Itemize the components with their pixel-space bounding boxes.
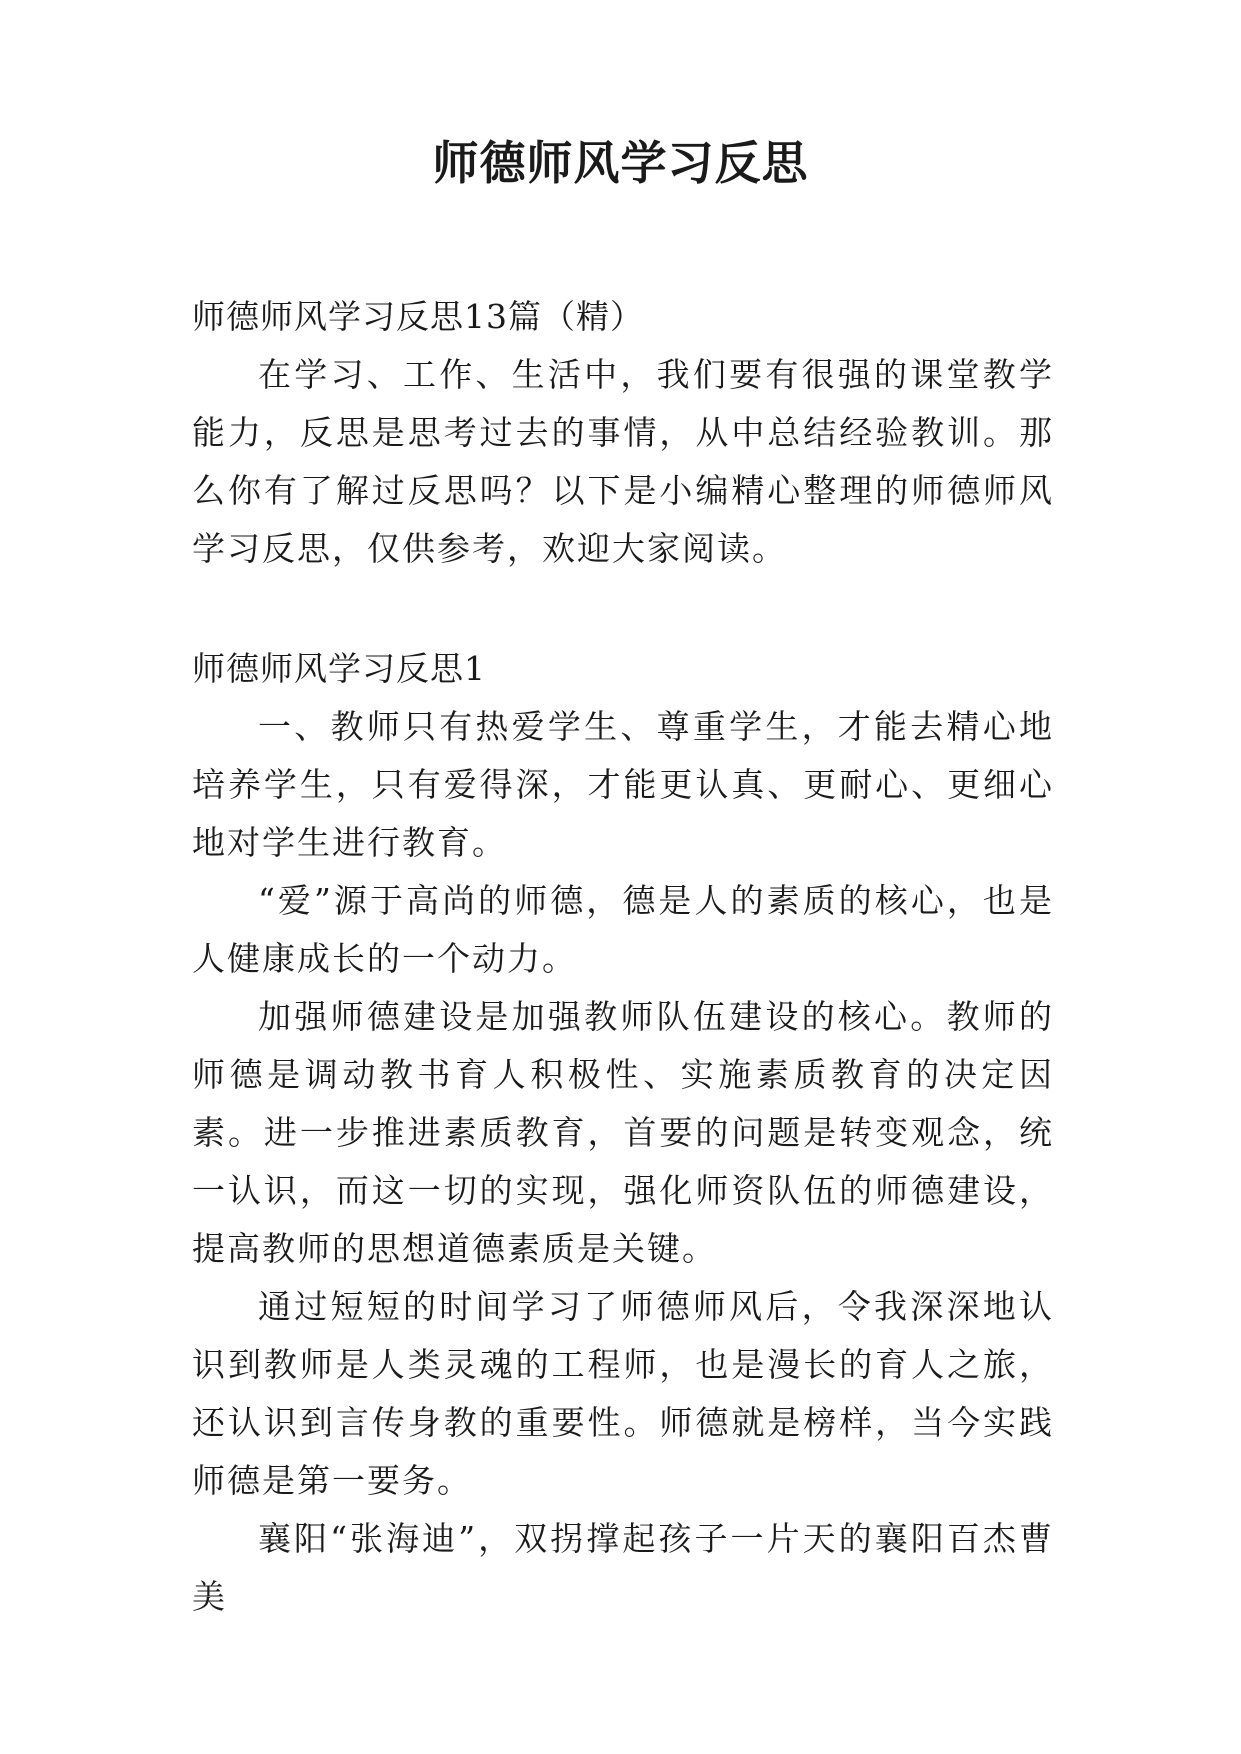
body-paragraph: 襄阳“张海迪”，双拐撑起孩子一片天的襄阳百杰曹美 [192, 1519, 1054, 1616]
body-paragraph: 通过短短的时间学习了师德师风后，令我深深地认识到教师是人类灵魂的工程师，也是漫长的育人之旅，还认识到言传身教的重要性。师德就是榜样，当今实践师德是第一要务。 [192, 1287, 1054, 1500]
body-paragraph: 一、教师只有热爱学生、尊重学生，才能去精心地培养学生，只有爱得深，才能更认真、更耐心、更细心地对学生进行教育。 [192, 707, 1054, 862]
document-title: 师德师风学习反思 [432, 136, 809, 190]
body-paragraph: “爱”源于高尚的师德，德是人的素质的核心，也是人健康成长的一个动力。 [192, 881, 1054, 978]
section-heading: 师德师风学习反思1 [192, 649, 486, 688]
body-paragraph: 加强师德建设是加强教师队伍建设的核心。教师的师德是调动教书育人积极性、实施素质教育的决定因素。进一步推进素质教育，首要的问题是转变观念，统一认识，而这一切的实现，强化师资队伍的师德建设，提高教师的思想道德素质是关键。 [192, 997, 1054, 1268]
document-subtitle: 师德师风学习反思13篇（精） [192, 297, 644, 336]
document-body [192, 288, 1054, 1626]
intro-paragraph: 在学习、工作、生活中，我们要有很强的课堂教学能力，反思是思考过去的事情，从中总结经验教训。那么你有了解过反思吗？以下是小编精心整理的师德师风学习反思，仅供参考，欢迎大家阅读。 [192, 355, 1054, 568]
section-spacer [192, 578, 1054, 640]
